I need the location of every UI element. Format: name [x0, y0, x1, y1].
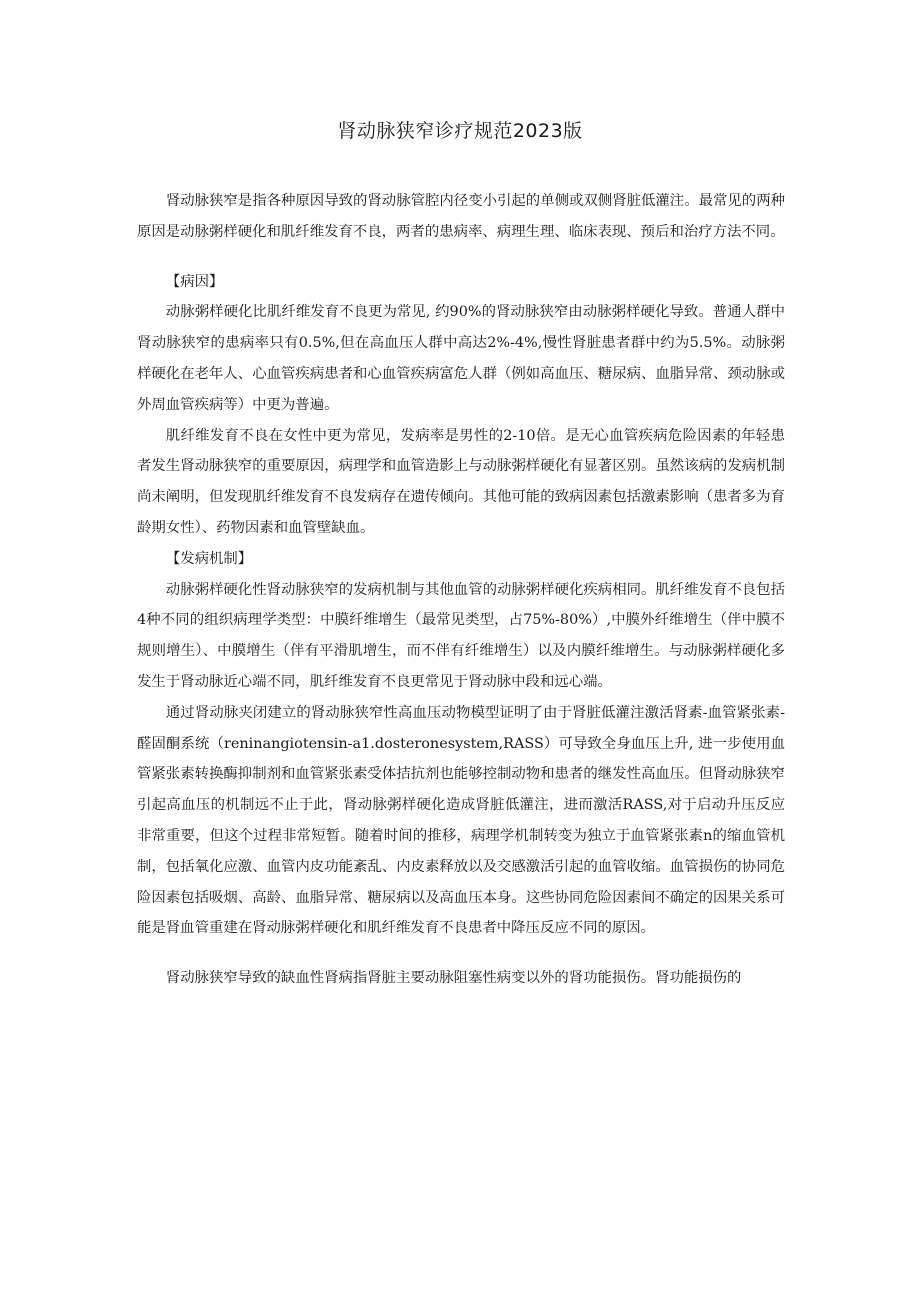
paragraph-etiology-1: 动脉粥样硬化比肌纤维发育不良更为常见, 约90%的肾动脉狭窄由动脉粥样硬化导致。普通人群中肾动脉狭窄的患病率只有0.5%,但在高血压人群中高达2%-4%,慢性肾脏患者群中约为5.5%。动脉粥样硬化在老年人、心血管疾病患者和心血管疾病富危人群（例如高血压、糖尿病、血脂异常、颈动脉或外周血管疾病等）中更为普遍。 [137, 304, 785, 413]
spacer [137, 944, 785, 963]
spacer [137, 248, 785, 267]
paragraph-ischemic: 肾动脉狭窄导致的缺血性肾病指肾脏主要动脉阻塞性病变以外的肾功能损伤。肾功能损伤的 [165, 970, 742, 987]
paragraph-intro: 肾动脉狭窄是指各种原因导致的肾动脉管腔内径变小引起的单侧或双侧肾脏低灌注。最常见的两种原因是动脉粥样硬化和肌纤维发育不良，两者的患病率、病理生理、临床表现、预后和治疗方法不同。 [137, 193, 785, 240]
heading-etiology: 【病因】 [165, 273, 224, 290]
document-title: 肾动脉狭窄诊疗规范2023版 [337, 120, 583, 142]
paragraph-mechanism-1: 动脉粥样硬化性肾动脉狭窄的发病机制与其他血管的动脉粥样硬化疾病相同。肌纤维发育不良包括4种不同的组织病理学类型：中膜纤维增生（最常见类型，占75%-80%）,中膜外纤维增生（伴中膜不规则增生）、中膜增生（伴有平滑肌增生，而不伴有纤维增生）以及内膜纤维增生。与动脉粥样硬化多发生于肾动脉近心端不同，肌纤维发育不良更常见于肾动脉中段和远心端。 [137, 581, 785, 690]
heading-mechanism: 【发病机制】 [165, 550, 253, 567]
document-body [137, 186, 785, 994]
paragraph-mechanism-2: 通过肾动脉夹闭建立的肾动脉狭窄性高血压动物模型证明了由于肾脏低灌注激活肾素-血管紧张素-醛固酮系统（reninangiotensin-a1.dosteronesystem,RASS）可导致全身血压上升, 进一步使用血管紧张素转换酶抑制剂和血管紧张素受体拮抗剂也能够控制动物和患者的继发性高血压。但肾动脉狭窄引起高血压的机制远不止于此，肾动脉粥样硬化造成肾脏低灌注，进而激活RASS,对于启动升压反应非常重要，但这个过程非常短暂。随着时间的推移，病理学机制转变为独立于血管紧张素n的缩血管机制，包括氧化应激、血管内皮功能紊乱、内皮素释放以及交感激活引起的血管收缩。血管损伤的协同危险因素包括吸烟、高龄、血脂异常、糖尿病以及高血压本身。这些协同危险因素间不确定的因果关系可能是肾血管重建在肾动脉粥样硬化和肌纤维发育不良患者中降压反应不同的原因。 [137, 704, 785, 937]
paragraph-etiology-2: 肌纤维发育不良在女性中更为常见，发病率是男性的2-10倍。是无心血管疾病危险因素的年轻患者发生肾动脉狭窄的重要原因，病理学和血管造影上与动脉粥样硬化有显著区别。虽然该病的发病机制尚未阐明，但发现肌纤维发育不良发病存在遗传倾向。其他可能的致病因素包括激素影响（患者多为育龄期女性）、药物因素和血管壁缺血。 [137, 427, 785, 536]
